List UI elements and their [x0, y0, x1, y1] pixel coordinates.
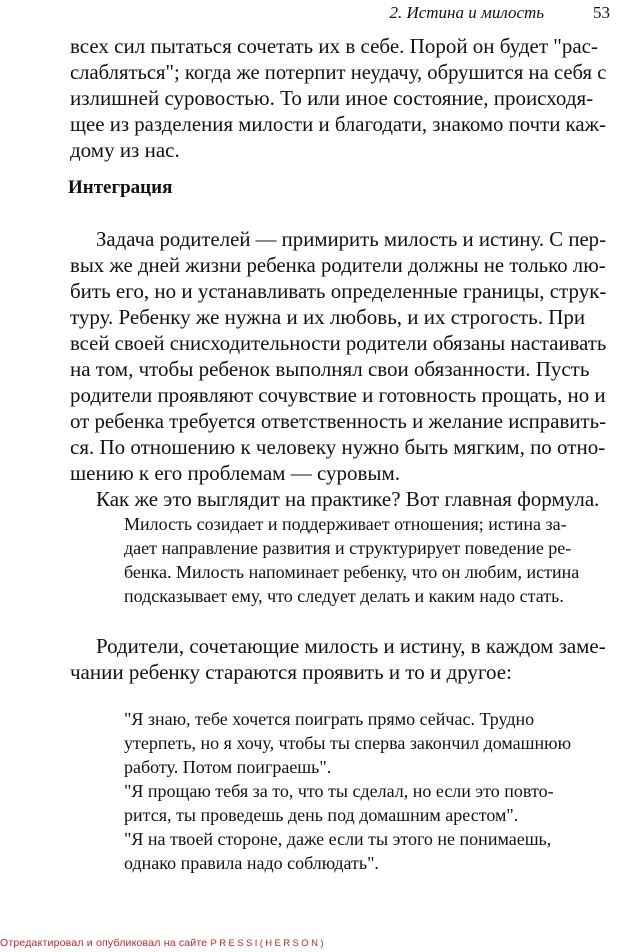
- text-line: на том, чтобы ребенок выполнял свои обязанности. Пусть: [70, 357, 590, 381]
- text-line: излишней суровостью. То или иное состояние, происходя-: [70, 86, 594, 110]
- text-line: вых же дней жизни ребенка родители должны не только лю-: [70, 253, 606, 277]
- quote-line: "Я на твоей стороне, даже если ты этого не понимаешь,: [124, 829, 552, 849]
- quote-line: дает направление развития и структурирует поведение ре-: [124, 538, 572, 558]
- quote-line: бенка. Милость напоминает ребенку, что он любим, истина: [124, 562, 580, 582]
- footer-site-link[interactable]: PRESSI(HERSON): [210, 938, 326, 949]
- text-line: дому из нас.: [70, 138, 180, 162]
- quote-line: "Я прощаю тебя за то, что ты сделал, но если это повто-: [124, 781, 554, 801]
- text-line: слабляться"; когда же потерпит неудачу, обрушится на себя с: [70, 60, 607, 84]
- footer-text: Отредактировал и опубликовал на сайте: [0, 937, 208, 949]
- text-line: Родители, сочетающие милость и истину, в каждом заме-: [96, 634, 606, 658]
- text-line: Задача родителей — примирить милость и истину. С пер-: [96, 227, 607, 251]
- quote-line: подсказывает ему, что следует делать и каким надо стать.: [124, 586, 564, 606]
- quote-line: однако правила надо соблюдать".: [124, 853, 379, 873]
- quote-line: рится, ты проведешь день под домашним арестом".: [124, 805, 519, 825]
- text-line: бить его, но и устанавливать определенные границы, струк-: [70, 279, 607, 303]
- text-line: ся. По отношению к человеку нужно быть мягким, по отно-: [70, 435, 606, 459]
- page-number: 53: [593, 3, 610, 22]
- running-title: 2. Истина и милость: [389, 3, 544, 22]
- text-line: всех сил пытаться сочетать их в себе. Порой он будет "рас-: [70, 34, 598, 58]
- footer-credit: [0, 936, 326, 951]
- quote-line: работу. Потом поиграешь".: [124, 757, 332, 777]
- text-line: шению к его проблемам — суровым.: [70, 461, 401, 485]
- text-line: туру. Ребенку же нужна и их любовь, и их строгость. При: [70, 305, 586, 329]
- text-line: чании ребенку стараются проявить и то и другое:: [70, 660, 512, 684]
- quote-line: Милость созидает и поддерживает отношения; истина за-: [124, 514, 567, 534]
- page-header: [0, 1, 620, 25]
- text-line: всей своей снисходительности родители обязаны настаивать: [70, 331, 607, 355]
- text-line: щее из разделения милости и благодати, знакомо почти каж-: [70, 112, 606, 136]
- quote-line: "Я знаю, тебе хочется поиграть прямо сейчас. Трудно: [124, 709, 535, 729]
- text-line: родители проявляют сочувствие и готовность прощать, но и: [70, 383, 606, 407]
- quote-line: утерпеть, но я хочу, чтобы ты сперва закончил домашнюю: [124, 733, 572, 753]
- text-line: Как же это выглядит на практике? Вот главная формула.: [96, 487, 600, 511]
- section-heading: Интеграция: [68, 177, 173, 198]
- text-line: от ребенка требуется ответственность и желание исправить-: [70, 409, 607, 433]
